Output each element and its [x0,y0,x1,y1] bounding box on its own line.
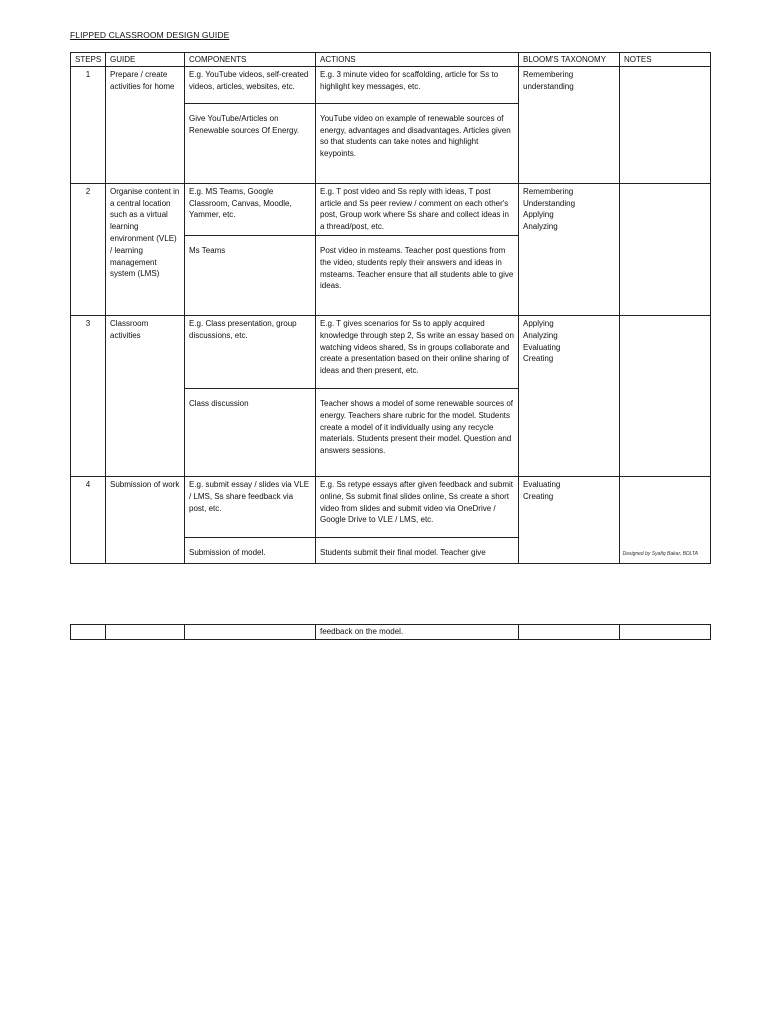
components-cell: Ms Teams [185,235,316,315]
bloom-cell: Remembering Understanding Applying Analyzing [519,183,620,315]
guide-cell: Organise content in a central location such as a virtual learning environment (VLE) / learning management system (LMS) [106,183,185,315]
step-number: 4 [71,476,106,563]
table-header-row [71,53,711,67]
bloom-cell: Applying Analyzing Evaluating Creating [519,315,620,476]
design-guide-table [70,52,711,564]
bloom-cell [519,625,620,640]
guide-cell: Classroom activities [106,315,185,476]
header-notes: NOTES [620,53,711,67]
table-row [71,183,711,235]
designer-credit: Designed by Syafiq Bakar, BDLTA [622,551,698,557]
notes-cell [620,183,711,315]
bloom-cell: Evaluating Creating [519,476,620,563]
header-steps: STEPS [71,53,106,67]
guide-cell: Prepare / create activities for home [106,66,185,183]
actions-cell: E.g. T post video and Ss reply with ideas, T post article and Ss peer review / comment on each other's post, Group work where Ss share and collect ideas in a thread/post, etc. [316,183,519,235]
actions-cell: Post video in msteams. Teacher post questions from the video, students reply their answers and ideas in msteams. Teacher ensure that all students able to give ideas. [316,235,519,315]
actions-cell: E.g. T gives scenarios for Ss to apply acquired knowledge through step 2, Ss write an essay based on watching videos shared, Ss in groups collaborate and create a presentation based on their online sharing of ideas and then present, etc. [316,315,519,388]
actions-cell: E.g. Ss retype essays after given feedback and submit online, Ss submit final slides online, Ss create a short video from slides and submit video via OneDrive / Google Drive to VLE / LMS, etc. [316,476,519,537]
components-cell: Submission of model. [185,537,316,563]
components-cell: E.g. submit essay / slides via VLE / LMS, Ss share feedback via post, etc. [185,476,316,537]
table-row [71,66,711,103]
notes-cell [620,625,711,640]
header-bloom: BLOOM'S TAXONOMY [519,53,620,67]
header-actions: ACTIONS [316,53,519,67]
guide-cell: Submission of work [106,476,185,563]
components-cell: Give YouTube/Articles on Renewable sources Of Energy. [185,103,316,183]
step-number [71,625,106,640]
step-number: 3 [71,315,106,476]
actions-cell: Students submit their final model. Teacher give [316,537,519,563]
components-cell: E.g. YouTube videos, self-created videos, articles, websites, etc. [185,66,316,103]
guide-cell [106,625,185,640]
components-cell: E.g. MS Teams, Google Classroom, Canvas, Moodle, Yammer, etc. [185,183,316,235]
header-guide: GUIDE [106,53,185,67]
components-cell: Class discussion [185,388,316,476]
bloom-cell: Remembering understanding [519,66,620,183]
table-row [71,625,711,640]
actions-cell: Teacher shows a model of some renewable sources of energy. Teachers share rubric for the model. Students create a model of it individually using any recycle materials. Students present their model. Question and answers sessions. [316,388,519,476]
actions-cell: feedback on the model. [316,625,519,640]
table-row [71,476,711,537]
notes-cell [620,66,711,183]
table-row [71,315,711,388]
header-components: COMPONENTS [185,53,316,67]
document-title: FLIPPED CLASSROOM DESIGN GUIDE [70,30,230,40]
actions-cell: E.g. 3 minute video for scaffolding, article for Ss to highlight key messages, etc. [316,66,519,103]
step-number: 2 [71,183,106,315]
components-cell [185,625,316,640]
continuation-table [70,624,711,640]
notes-cell [620,315,711,476]
step-number: 1 [71,66,106,183]
components-cell: E.g. Class presentation, group discussions, etc. [185,315,316,388]
actions-cell: YouTube video on example of renewable sources of energy, advantages and disadvantages. Articles given so that students can take notes and highlight keypoints. [316,103,519,183]
